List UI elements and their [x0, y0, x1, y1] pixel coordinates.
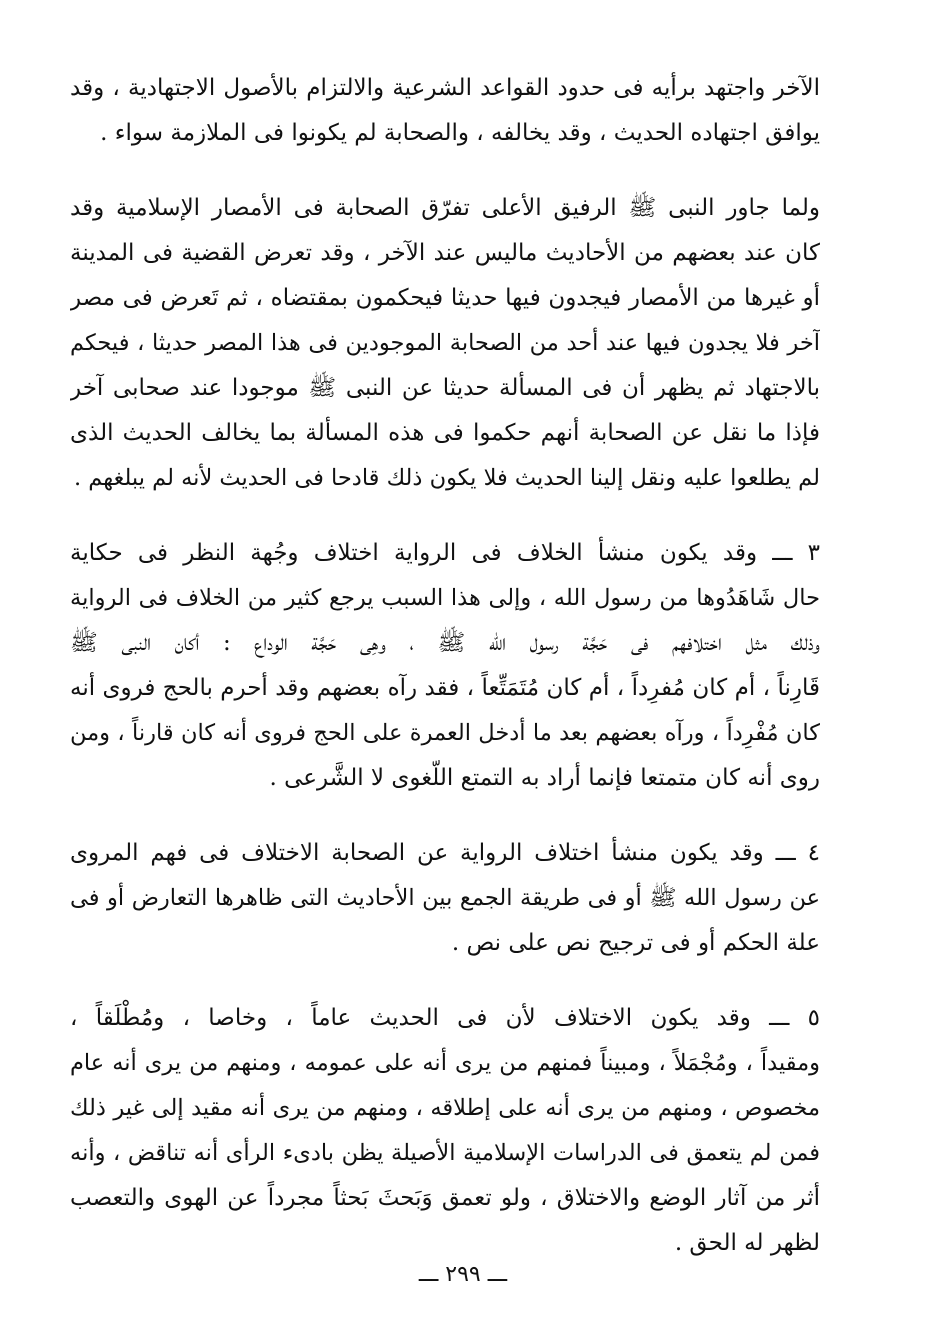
body-text: [70, 66, 820, 1266]
text-line: آخر فلا يجدون فيها عند أحد من الصحابة الموجودين فى هذا المصر حديثا ، فيحكم: [70, 330, 820, 356]
text-line: حال شَاهَدُوها من رسول الله ، وإلى هذا السبب يرجع كثير من الخلاف فى الرواية: [70, 585, 820, 611]
paragraph-2: [70, 186, 820, 501]
text-line: ولما جاور النبى ﷺ الرفيق الأعلى تفرّق الصحابة فى الأمصار الإسلامية وقد: [70, 195, 820, 221]
text-line: عن رسول الله ﷺ أو فى طريقة الجمع بين الأحاديث التى ظاهرها التعارض أو فى: [70, 885, 820, 911]
paragraph-spacer: [70, 501, 820, 531]
text-line: قَارِناً ، أم كان مُفرِداً ، أم كان مُتَمَتِّعاً ، فقد رآه بعضهم وقد أحرم بالحج فروى أنه: [70, 675, 820, 701]
paragraph-1: [70, 66, 820, 156]
text-line: علة الحكم أو فى ترجيح نص على نص .: [451, 930, 820, 956]
paragraph-spacer: [70, 801, 820, 831]
text-line: مخصوص ، ومنهم من يرى أنه على إطلاقه ، ومنهم من يرى أنه مقيد إلى غير ذلك: [70, 1095, 820, 1121]
text-line: وذلك مثل اختلافهم فى حَجَّة رسول الله ﷺ ، وهِى حَجَّة الوداع : أكان النبى ﷺ: [70, 630, 820, 656]
text-line: ٥ ـــ وقد يكون الاختلاف لأن فى الحديث عاماً ، وخاصا ، ومُطْلَقاً ،: [70, 1005, 820, 1031]
text-line: لم يطلعوا عليه ونقل إلينا الحديث فلا يكون ذلك قادحا فى الحديث لأنه لم يبلغهم .: [73, 465, 820, 491]
text-line: روى أنه كان متمتعا فإنما أراد به التمتع اللّغوى لا الشَّرعى .: [269, 765, 820, 791]
text-line: أو غيرها من الأمصار فيجدون فيها حديثا فيحكمون بمقتضاه ، ثم تَعرض فى مصر: [70, 285, 820, 311]
text-line: أثر من آثار الوضع والاختلاق ، ولو تعمق وَبَحثَ بَحثاً مجرداً عن الهوى والتعصب: [70, 1185, 820, 1211]
text-line: ٤ ـــ وقد يكون منشأ اختلاف الرواية عن الصحابة الاختلاف فى فهم المروى: [70, 840, 820, 866]
text-line: كان عند بعضهم من الأحاديث ماليس عند الآخر ، وقد تعرض القضية فى المدينة: [70, 240, 820, 266]
text-line: لظهر له الحق .: [674, 1230, 820, 1256]
text-line: كان مُفْرِداً ، ورآه بعضهم بعد ما أدخل العمرة على الحج فروى أنه كان قارناً ، ومن: [70, 720, 820, 746]
text-line: الآخر واجتهد برأيه فى حدود القواعد الشرعية والالتزام بالأصول الاجتهادية ، وقد: [70, 75, 820, 101]
text-line: بالاجتهاد ثم يظهر أن فى المسألة حديثا عن النبى ﷺ موجودا عند صحابى آخر: [70, 375, 820, 401]
paragraph-5: [70, 996, 820, 1266]
paragraph-3: [70, 531, 820, 801]
paragraph-spacer: [70, 966, 820, 996]
page-number: ـــ ٢٩٩ ـــ: [418, 1262, 508, 1287]
text-line: فإذا ما نقل عن الصحابة أنهم حكموا فى هذه المسألة بما يخالف الحديث الذى: [70, 420, 820, 446]
text-line: ٣ ـــ وقد يكون منشأ الخلاف فى الرواية اختلاف وجُهة النظر فى حكاية: [70, 540, 820, 566]
text-line: فمن لم يتعمق فى الدراسات الإسلامية الأصيلة يظن بادىء الرأى أنه تناقض ، وأنه: [70, 1140, 820, 1166]
paragraph-4: [70, 831, 820, 966]
text-line: يوافق اجتهاده الحديث ، وقد يخالفه ، والصحابة لم يكونوا فى الملازمة سواء .: [100, 120, 820, 146]
paragraph-spacer: [70, 156, 820, 186]
text-line: ومقيداً ، ومُجْمَلاً ، ومبيناً فمنهم من يرى أنه على عمومه ، ومنهم من يرى أنه عام: [70, 1050, 820, 1076]
